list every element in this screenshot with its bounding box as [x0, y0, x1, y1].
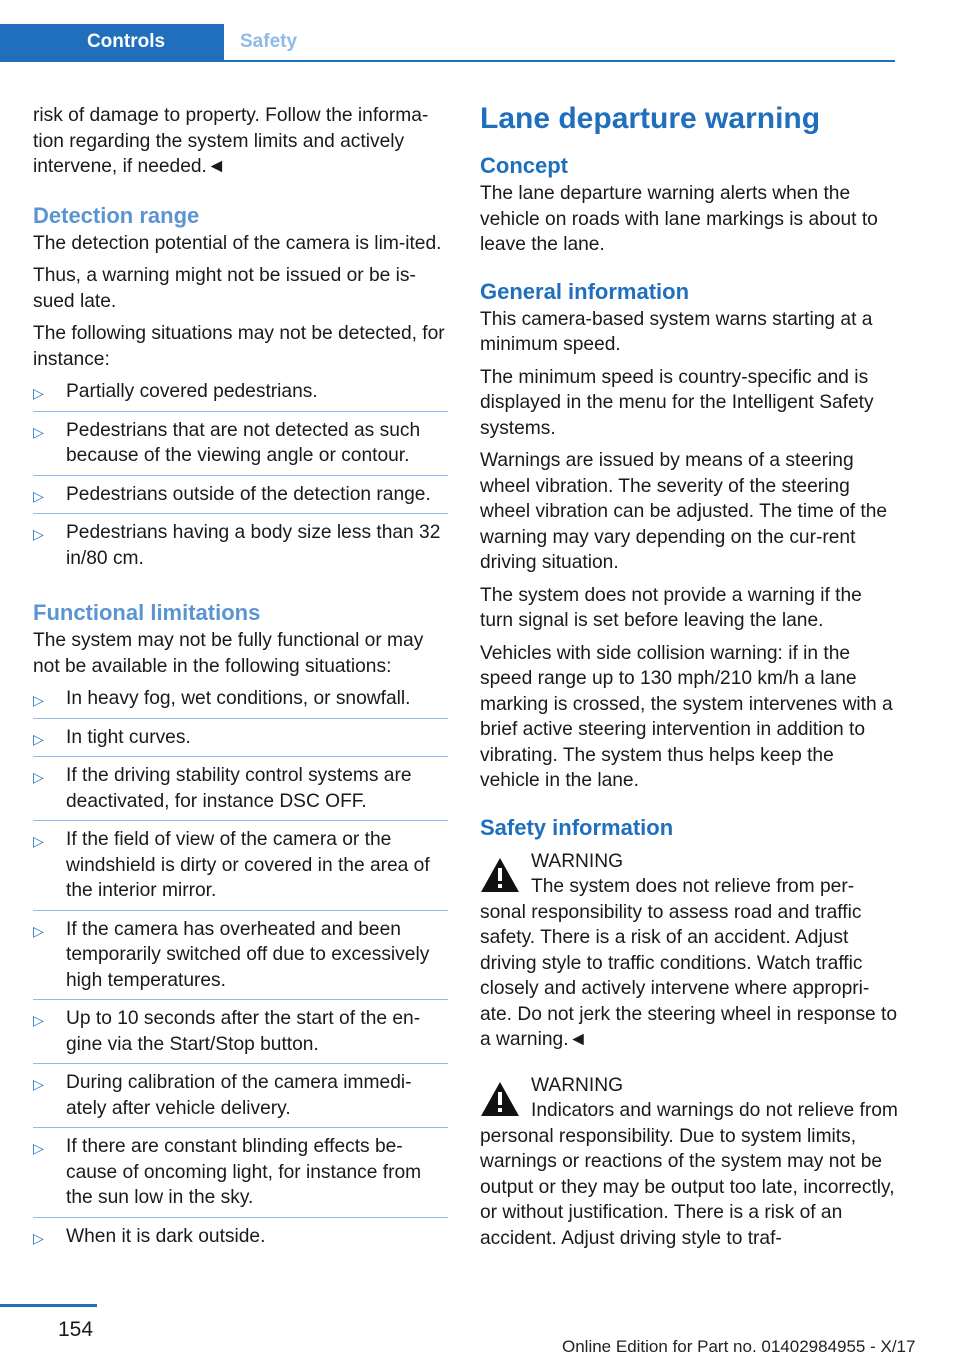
functional-limitations-heading: Functional limitations [33, 600, 261, 625]
triangle-bullet-icon: ▷ [33, 730, 44, 747]
general-paragraph: The system does not provide a warning if the turn signal is set before leaving the lane. [480, 584, 862, 631]
left-column [33, 103, 448, 1261]
list-item: ▷ In heavy fog, wet conditions, or snowfall. [33, 686, 448, 719]
warning-text: Indicators and warnings do not relieve from personal responsibility. Due to system limits, warnings or reactions of the system may not be output or they may be output too late, incorrectly, or without justification. There is a risk of an accident. Adjust driving style to traf‐ [480, 1100, 898, 1249]
section-title: Lane departure warning [480, 102, 821, 135]
general-information-heading: General information [480, 278, 690, 304]
list-item: ▷ If there are constant blinding effects be‐cause of oncoming light, for instance from the sun low in the sky. [33, 1134, 448, 1218]
header-rule [0, 60, 895, 62]
list-item: ▷ During calibration of the camera immedi‐ately after vehicle delivery. [33, 1070, 448, 1128]
detection-paragraph: Thus, a warning might not be issued or be is‐sued late. [33, 265, 416, 312]
triangle-bullet-icon: ▷ [33, 833, 44, 849]
triangle-bullet-icon: ▷ [33, 526, 44, 542]
list-item: ▷ If the field of view of the camera or the windshield is dirty or covered in the area of the interior mirror. [33, 827, 448, 911]
triangle-bullet-icon: ▷ [33, 423, 44, 440]
list-item: ▷ Pedestrians that are not detected as such because of the viewing angle or contour. [33, 418, 448, 476]
edition-note: Online Edition for Part no. 01402984955 - X/17 [562, 1337, 916, 1356]
list-item: ▷ If the camera has overheated and been temporarily switched off due to excessively high temperatures. [33, 917, 448, 1001]
footer-rule [0, 1304, 97, 1307]
triangle-bullet-icon: ▷ [33, 487, 44, 504]
triangle-bullet-icon: ▷ [33, 1076, 44, 1092]
triangle-bullet-icon: ▷ [33, 1012, 44, 1028]
warning-label: WARNING [531, 1074, 624, 1096]
tab-safety[interactable]: Safety [240, 31, 298, 52]
limitations-list [33, 686, 448, 1255]
list-item: ▷ If the driving stability control systems are deactivated, for instance DSC OFF. [33, 763, 448, 821]
concept-paragraph: The lane departure warning alerts when the vehicle on roads with lane markings is about to leave the lane. [480, 183, 878, 255]
detection-list [33, 379, 448, 577]
concept-heading: Concept [480, 153, 568, 178]
page-number: 154 [58, 1318, 94, 1341]
detection-range-heading: Detection range [33, 202, 200, 228]
general-paragraph: This camera-based system warns starting at a minimum speed. [480, 308, 873, 355]
warning-text: The system does not relieve from per‐sonal responsibility to assess road and traffic safety. There is a risk of an accident. Adjust driving style to traffic conditions. Watch traffic closely and actively intervene where appropri‐ate. Do not jerk the steering wheel in response to a warning.◄ [480, 876, 898, 1050]
list-item: ▷ When it is dark outside. [33, 1224, 448, 1256]
triangle-bullet-icon: ▷ [33, 1229, 44, 1246]
list-item: ▷ Pedestrians having a body size less than 32 in/80 cm. [33, 522, 441, 569]
triangle-bullet-icon: ▷ [33, 385, 44, 401]
warning-triangle-icon [480, 857, 520, 893]
list-item: ▷ Up to 10 seconds after the start of the en‐gine via the Start/Stop button. [33, 1006, 448, 1064]
warning-label: WARNING [531, 850, 624, 872]
intro-paragraph: risk of damage to property. Follow the informa‐tion regarding the system limits and actively intervene, if needed.◄ [33, 105, 429, 177]
right-column [480, 100, 898, 1251]
list-item: ▷ Pedestrians outside of the detection range. [33, 482, 448, 515]
list-item: ▷ Partially covered pedestrians. [33, 379, 448, 412]
safety-information-heading: Safety information [480, 814, 674, 840]
general-paragraph: The minimum speed is country-specific and is displayed in the menu for the Intelligent Safety systems. [480, 366, 874, 439]
warning-block [480, 849, 898, 1053]
triangle-bullet-icon: ▷ [33, 692, 44, 708]
triangle-bullet-icon: ▷ [33, 1140, 44, 1156]
tab-controls[interactable]: Controls [0, 24, 224, 60]
list-item: ▷ In tight curves. [33, 725, 448, 758]
general-paragraph: Vehicles with side collision warning: if in the speed range up to 130 mph/210 km/h a lane marking is crossed, the system intervenes with a brief active steering intervention in addition to vibrating. The system thus helps keep the vehicle in the lane. [480, 642, 893, 791]
limitations-paragraph: The system may not be fully functional or may not be available in the following situations: [33, 630, 424, 677]
detection-paragraph: The detection potential of the camera is lim‐ited. [33, 232, 442, 254]
warning-block [480, 1073, 898, 1252]
triangle-bullet-icon: ▷ [33, 769, 44, 785]
general-paragraph: Warnings are issued by means of a steering wheel vibration. The severity of the steering wheel vibration can be adjusted. The time of the warning may vary depending on the cur‐rent driving situation. [480, 450, 888, 573]
header-tabs [0, 24, 895, 62]
warning-triangle-icon [480, 1081, 520, 1117]
triangle-bullet-icon: ▷ [33, 922, 44, 939]
detection-paragraph: The following situations may not be detected, for instance: [33, 323, 445, 370]
